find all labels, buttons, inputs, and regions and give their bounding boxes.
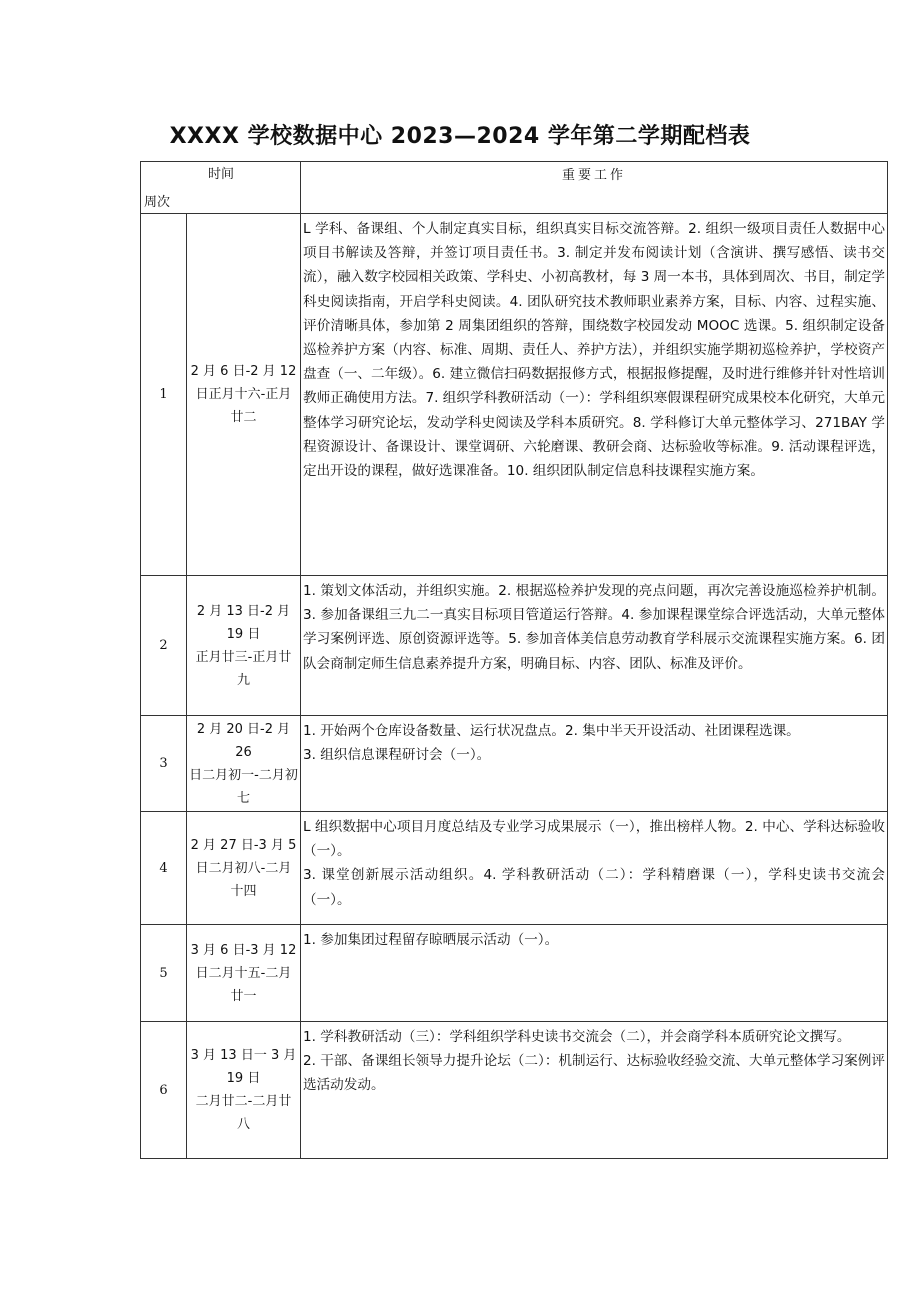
page-title: XXXX 学校数据中心 2023—2024 学年第二学期配档表 [169,124,751,149]
date-line: 19 日 [226,626,261,642]
date-line: 廿一 [230,988,257,1004]
schedule-table [140,161,888,1159]
table-row [141,576,888,716]
week-number: 1 [141,214,187,576]
table-row [141,1022,888,1159]
date-line: 七 [236,790,250,806]
date-line: 2 月 6 日-2 月 12 [190,364,297,379]
work-content [301,1022,888,1159]
date-range [187,214,301,576]
work-paragraph: 1. 开始两个仓库设备数量、运行状况盘点。2. 集中半天开设活动、社团课程选课。 [303,723,800,739]
week-number: 5 [141,925,187,1022]
work-paragraph: 1. 策划文体活动，并组织实施。2. 根据巡检养护发现的亮点问题，再次完善设施巡检养护机制。3. 参加备课组三九二一真实目标项目管道运行答辩。4. 参加课程课堂综合评选活动，大单元整体学习案例评选、原创资源评选等。5. 参加音体美信息劳动教育学科展示交流课程实施方案。6. 团队会商制定师生信息素养提升方案，明确目标、内容、团队、标准及评价。 [303,583,885,672]
date-line: 正月廿三-正月廿 [195,649,292,665]
work-content [301,576,888,716]
date-range [187,1022,301,1159]
work-paragraph: L 学科、备课组、个人制定真实目标，组织真实目标交流答辩。2. 组织一级项目责任人数据中心项目书解读及答辩，并签订项目责任书。3. 制定并发布阅读计划（含演讲、撰写感悟、读书交流），融入数字校园相关政策、学科史、小初高教材，每 3 周一本书，具体到周次、书目，制定学科史阅读指南，开启学科史阅读。4. 团队研究技术教师职业素养方案，目标、内容、过程实施、评价清晰具体，参加第 2 周集团组织的答辩，围绕数字校园发动 MOOC 选课。5. 组织制定设备巡检养护方案（内容、标准、周期、责任人、养护方法），并组织实施学期初巡检养护，学校资产盘查（一、二年级）。6. 建立微信扫码数据报修方式，根据报修提醒，及时进行维修并针对性培训教师正确使用方法。7. 组织学科教研活动（一）：学科组织寒假课程研究成果校本化研究，大单元整体学习研究论坛，发动学科史阅读及学科本质研究。8. 学科修订大单元整体学习、271BAY 学程资源设计、备课设计、课堂调研、六轮磨课、教研会商、达标验收等标准。9. 活动课程评选，定出开设的课程，做好选课准备。10. 组织团队制定信息科技课程实施方案。 [303,221,885,480]
work-content [301,214,888,576]
date-line: 十四 [230,883,257,899]
table-row [141,925,888,1022]
week-number: 4 [141,812,187,925]
header-time: 时间 [207,167,234,182]
date-line: 八 [236,1117,250,1132]
work-paragraph: L 组织数据中心项目月度总结及专业学习成果展示（一），推出榜样人物。2. 中心、学科达标验收（一）。 [303,819,885,860]
work-content [301,925,888,1022]
header-week: 周次 [144,195,171,210]
date-line: 19 日 [226,1071,261,1086]
date-line: 日二月初八-二月 [195,860,292,876]
date-line: 2 月 20 日-2 月 26 [196,721,291,760]
date-range [187,716,301,812]
week-number: 2 [141,576,187,716]
table-header-row [141,162,888,214]
table-row [141,716,888,812]
date-line: 日正月十六-正月 [195,387,292,402]
date-line: 3 月 6 日-3 月 12 [190,942,297,958]
date-line: 日二月初一-二月初 [189,767,298,783]
work-paragraph: 1. 学科教研活动（三）：学科组织学科史读书交流会（二），并会商学科本质研究论文撰写。 [303,1029,851,1045]
work-paragraph: 3. 课堂创新展示活动组织。4. 学科教研活动（二）：学科精磨课（一），学科史读书交流会（一）。 [303,867,885,908]
header-work: 重要工作 [301,162,888,214]
work-content [301,716,888,812]
work-paragraph: 1. 参加集团过程留存晾晒展示活动（一）。 [303,932,559,948]
date-range [187,812,301,925]
date-line: 2 月 13 日-2 月 [196,603,291,619]
date-line: 3 月 13 日一 3 月 [190,1048,297,1063]
header-time-week-cell [141,162,301,214]
table-row [141,214,888,576]
date-line: 2 月 27 日-3 月 5 [190,837,297,853]
date-line: 二月廿二-二月廿 [195,1094,292,1109]
date-range [187,576,301,716]
table-row [141,812,888,925]
date-range [187,925,301,1022]
date-line: 日二月十五-二月 [195,965,292,981]
work-content [301,812,888,925]
work-paragraph: 3. 组织信息课程研讨会（一）。 [303,747,491,764]
week-number: 3 [141,716,187,812]
date-line: 九 [236,672,250,688]
date-line: 廿二 [230,410,257,425]
week-number: 6 [141,1022,187,1159]
work-paragraph: 2. 干部、备课组长领导力提升论坛（二）：机制运行、达标验收经验交流、大单元整体学习案例评选活动发动。 [303,1053,885,1094]
